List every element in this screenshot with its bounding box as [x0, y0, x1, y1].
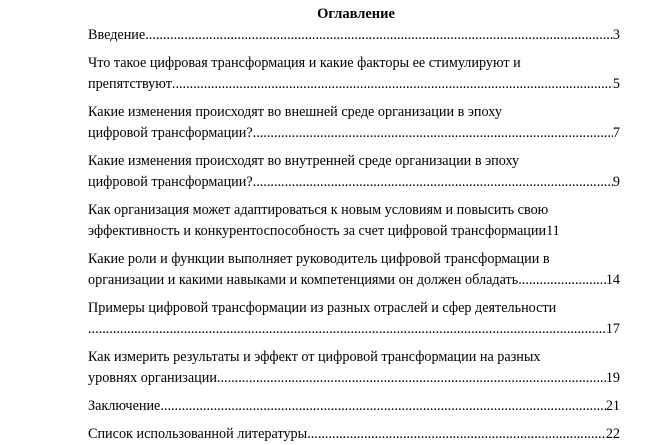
- toc-leader-dots: [217, 368, 606, 389]
- toc-entry-title-line2: цифровой трансформации?: [88, 125, 253, 141]
- toc-page-number: 7: [612, 125, 620, 141]
- toc-entry-title-line1: Как организация может адаптироваться к новым условиям и повысить свою: [88, 202, 549, 218]
- toc-entry[interactable]: [88, 347, 620, 389]
- table-of-contents: [88, 5, 620, 445]
- toc-entry-title-line1: Как измерить результаты и эффект от цифровой трансформации на разных: [88, 349, 541, 365]
- toc-page-number: 5: [612, 76, 620, 92]
- toc-entry-title-line1: Какие роли и функции выполняет руководитель цифровой трансформации в: [88, 251, 550, 267]
- toc-page-number: 21: [605, 398, 620, 414]
- toc-entry[interactable]: [88, 424, 620, 445]
- toc-leader-dots: [307, 424, 606, 445]
- toc-entry[interactable]: [88, 151, 620, 193]
- toc-entry-title-line1: Что такое цифровая трансформация и какие факторы ее стимулируют и: [88, 55, 521, 71]
- toc-entry[interactable]: [88, 102, 620, 144]
- toc-entry-title-line2: эффективность и конкурентоспособность за счет цифровой трансформации: [88, 223, 547, 239]
- toc-page-number: 14: [605, 272, 620, 288]
- toc-entry[interactable]: [88, 298, 620, 340]
- toc-title: Оглавление: [317, 6, 395, 22]
- toc-page-number: 22: [605, 426, 620, 442]
- toc-entry-title-line2: цифровой трансформации?: [88, 174, 253, 190]
- toc-leader-dots: [253, 123, 613, 144]
- toc-page-number: 11: [546, 223, 560, 239]
- toc-entry[interactable]: [88, 249, 620, 291]
- toc-page-number: 3: [612, 27, 620, 43]
- toc-leader-dots: [145, 25, 613, 46]
- toc-entry-title-line2: уровнях организации: [88, 370, 217, 386]
- toc-leader-dots: [172, 74, 613, 95]
- toc-entry-title-line1: Какие изменения происходят во внешней среде организации в эпоху: [88, 104, 502, 120]
- toc-entry-title: Заключение: [88, 398, 161, 414]
- toc-entry[interactable]: [88, 25, 620, 46]
- toc-page-number: 9: [612, 174, 620, 190]
- toc-entry-title-line2: организации и какими навыками и компетенциями он должен обладать: [88, 272, 519, 288]
- toc-leader-dots: [253, 172, 613, 193]
- toc-entry-title: Список использованной литературы: [88, 426, 308, 442]
- toc-entry[interactable]: [88, 53, 620, 95]
- toc-leader-dots: [518, 270, 606, 291]
- toc-entry[interactable]: [88, 200, 620, 242]
- toc-entry-title-line1: Какие изменения происходят во внутренней среде организации в эпоху: [88, 153, 520, 169]
- toc-entry-title: Введение: [88, 27, 146, 43]
- toc-page-number: 19: [605, 370, 620, 386]
- toc-page-number: 17: [605, 321, 620, 337]
- toc-entry-title-line2: препятствуют: [88, 76, 172, 92]
- toc-leader-dots: [88, 319, 606, 340]
- toc-entry-title-line1: Примеры цифровой трансформации из разных отраслей и сфер деятельности: [88, 300, 557, 316]
